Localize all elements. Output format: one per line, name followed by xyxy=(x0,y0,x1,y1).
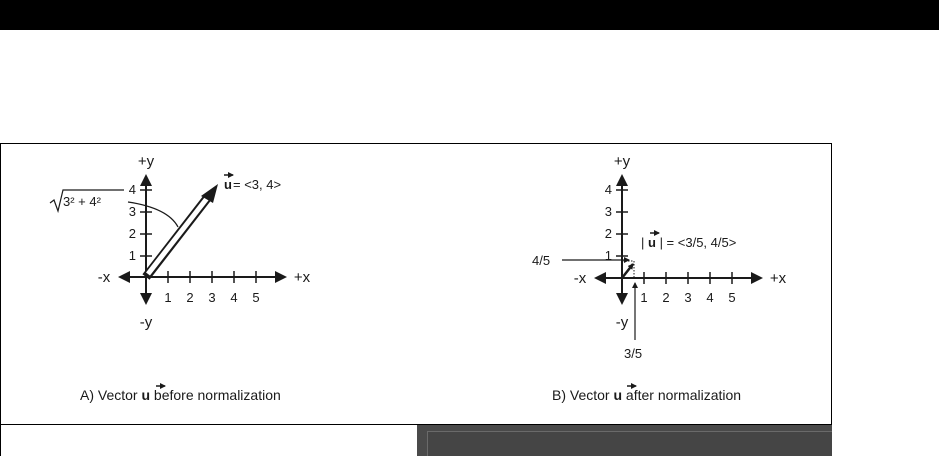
panel-b-ytick-label-3: 3 xyxy=(604,204,612,219)
panel-b-y-neg-label: -y xyxy=(615,314,629,331)
panel-b-y-pos-label: +y xyxy=(613,153,631,170)
panel-b-vector-symbol: u xyxy=(648,235,656,250)
panel-b-y-arrow-down xyxy=(616,293,628,305)
panel-b-x-pos-label: +x xyxy=(769,270,787,287)
panel-a-ytick-label-1: 1 xyxy=(128,248,136,263)
panel-a-xtick-label-5: 5 xyxy=(252,290,260,305)
svg-text:B) Vector u after normalizatio xyxy=(552,387,741,403)
panel-b-xtick-label-3: 3 xyxy=(684,290,692,305)
panel-a-caption xyxy=(80,386,281,403)
panel-a-magnitude-annotation xyxy=(50,190,178,227)
panel-a-ytick-label-3: 3 xyxy=(128,204,136,219)
panel-a-x-pos-label: +x xyxy=(293,269,311,286)
panel-b-xtick-label-4: 4 xyxy=(706,290,714,305)
panel-b xyxy=(532,153,787,403)
panel-a-xtick-label-1: 1 xyxy=(164,290,172,305)
panel-b-unit-vector xyxy=(622,261,634,278)
panel-a-x-neg-label: -x xyxy=(97,269,111,286)
panel-b-x-component-label: 3/5 xyxy=(624,346,643,361)
panel-b-ytick-label-2: 2 xyxy=(604,226,612,241)
panel-a-caption-vec: u xyxy=(141,387,151,403)
panel-b-ytick-label-1: 1 xyxy=(604,248,612,263)
panel-b-y-component-label: 4/5 xyxy=(532,253,551,268)
panel-a-magnitude-radicand: 3² + 4² xyxy=(63,194,101,209)
panel-b-x-arrow-left xyxy=(594,272,606,284)
panel-b-x-neg-label: -x xyxy=(573,270,587,287)
panel-b-vector-prefix: | xyxy=(641,235,648,250)
panel-b-caption-after: after normalization xyxy=(622,387,742,403)
panel-b-vector-label xyxy=(641,233,736,250)
panel-a-vector-value: = <3, 4> xyxy=(233,177,282,192)
panel-b-caption xyxy=(552,386,741,403)
panel-b-xtick-label-2: 2 xyxy=(662,290,670,305)
panel-a-y-arrow-up xyxy=(140,174,152,186)
panel-a-xtick-label-2: 2 xyxy=(186,290,194,305)
svg-text:A) Vector u before normalizati xyxy=(80,387,281,403)
panel-a-ytick-label-4: 4 xyxy=(128,182,136,197)
panel-a-xtick-label-4: 4 xyxy=(230,290,238,305)
panel-a-x-arrow-left xyxy=(118,271,130,283)
panel-a-vector-u xyxy=(146,184,218,277)
panel-b-x-arrow-right xyxy=(751,272,763,284)
panel-a xyxy=(50,153,311,403)
panel-b-xtick-label-1: 1 xyxy=(640,290,648,305)
panel-b-vector-value: | = <3/5, 4/5> xyxy=(655,235,737,250)
panel-b-ytick-label-4: 4 xyxy=(604,182,612,197)
panel-a-x-arrow-right xyxy=(275,271,287,283)
panel-a-vector-symbol: u xyxy=(224,177,232,192)
panel-a-y-arrow-down xyxy=(140,293,152,305)
panel-a-caption-before: A) Vector xyxy=(80,387,142,403)
panel-a-vector-label xyxy=(224,175,281,192)
panel-a-y-pos-label: +y xyxy=(137,153,155,170)
panel-a-xtick-label-3: 3 xyxy=(208,290,216,305)
panel-b-y-component-annotation xyxy=(532,253,629,268)
panel-a-caption-after: before normalization xyxy=(150,387,281,403)
panel-a-ytick-label-2: 2 xyxy=(128,226,136,241)
panel-b-xtick-label-5: 5 xyxy=(728,290,736,305)
panel-b-caption-before: B) Vector xyxy=(552,387,614,403)
svg-text:| u | = <3/5, 4/5> xyxy=(641,235,736,250)
panel-b-y-arrow-up xyxy=(616,174,628,186)
panel-a-y-neg-label: -y xyxy=(139,314,153,331)
panel-b-caption-vec: u xyxy=(613,387,623,403)
